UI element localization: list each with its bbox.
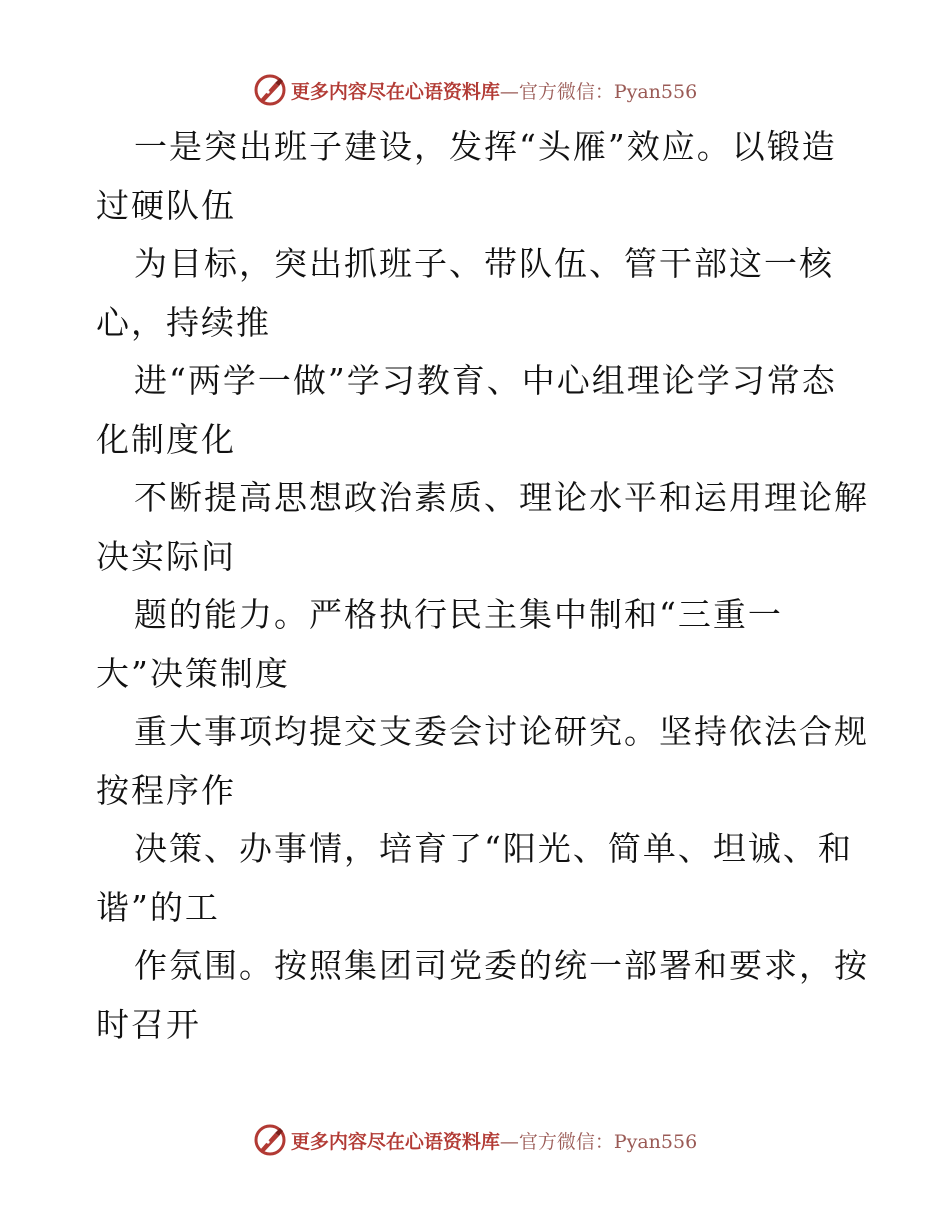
header-banner-rest: —官方微信：Pyan556 <box>499 80 698 103</box>
body-line: 不断提高思想政治素质、理论水平和运用理论解 <box>134 478 869 517</box>
body-line: 为目标，突出抓班子、带队伍、管干部这一核 <box>134 244 834 283</box>
body-line: 一是突出班子建设，发挥“头雁”效应。以锻造 <box>134 127 837 166</box>
body-line: 决策、办事情，培育了“阳光、简单、坦诚、和 <box>134 829 853 868</box>
footer-banner <box>0 1120 950 1160</box>
pen-logo-icon <box>253 1123 287 1157</box>
pen-logo-icon <box>253 73 287 107</box>
body-line: 进“两学一做”学习教育、中心组理论学习常态 <box>134 361 837 400</box>
body-line: 作氛围。按照集团司党委的统一部署和要求，按 <box>134 946 869 985</box>
footer-banner-lead: 更多内容尽在心语资料库 <box>290 1130 500 1153</box>
footer-banner-rest: —官方微信：Pyan556 <box>499 1130 698 1153</box>
header-banner-text <box>291 77 697 104</box>
body-line: 心，持续推 <box>96 302 271 342</box>
footer-banner-text <box>291 1127 697 1154</box>
body-line: 题的能力。严格执行民主集中制和“三重一 <box>134 595 783 634</box>
body-line: 时召开 <box>96 1004 201 1044</box>
body-line: 大”决策制度 <box>96 653 290 693</box>
document-body <box>96 118 869 1054</box>
body-line: 谐”的工 <box>96 887 220 927</box>
body-line: 过硬队伍 <box>96 185 236 225</box>
body-line: 化制度化 <box>96 419 236 459</box>
body-line: 按程序作 <box>96 770 236 810</box>
body-line: 决实际问 <box>96 536 236 576</box>
header-banner <box>0 70 950 110</box>
body-line: 重大事项均提交支委会讨论研究。坚持依法合规 <box>134 712 869 751</box>
header-banner-lead: 更多内容尽在心语资料库 <box>290 80 500 103</box>
